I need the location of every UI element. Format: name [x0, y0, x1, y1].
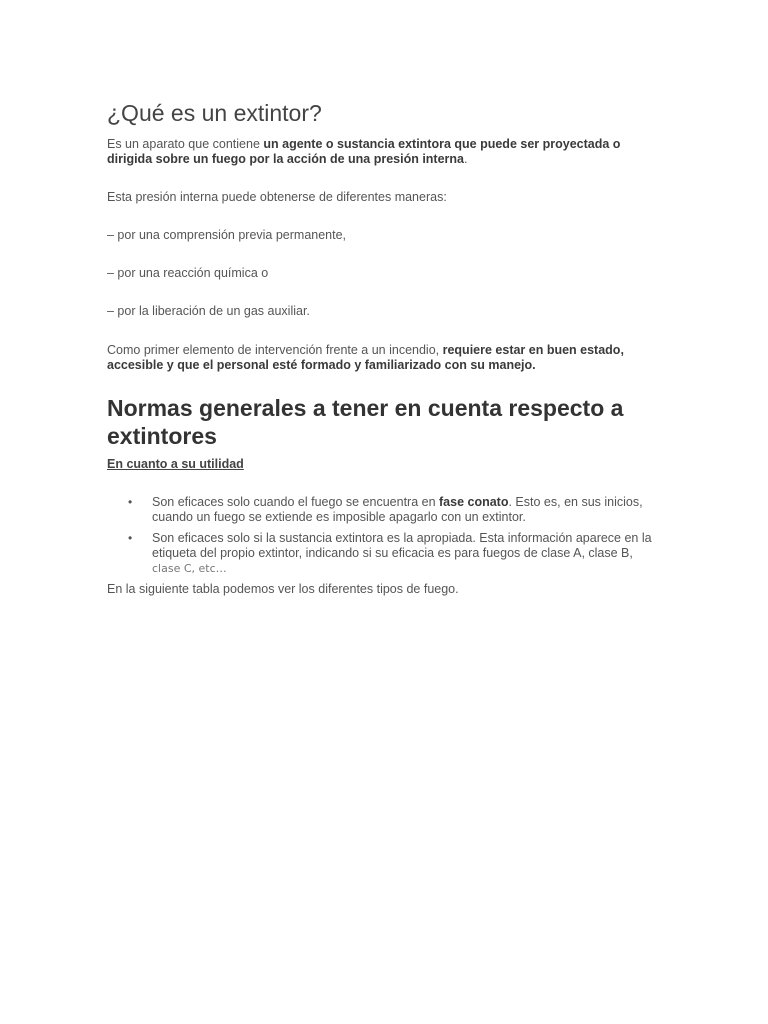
intervention-paragraph	[107, 343, 647, 373]
intro-prefix: Es un aparato que contiene	[107, 137, 264, 151]
intro-bold: un agente o sustancia extintora que puede ser proyectada o dirigida sobre un fuego por la acción de una presión interna	[107, 137, 621, 166]
page-title: ¿Qué es un extintor?	[107, 100, 322, 126]
intro-suffix: .	[464, 152, 468, 166]
bullet-icon: •	[128, 531, 133, 545]
list-item	[107, 495, 662, 525]
subheading: En cuanto a su utilidad	[107, 457, 244, 471]
bullet-1-suffix: . Esto es, en sus inicios, cuando un fuego se extiende es imposible apagarlo con un extintor.	[152, 495, 643, 524]
intro-paragraph	[107, 137, 647, 167]
bullet-2-prefix: Son eficaces solo si la sustancia extintora es la apropiada. Esta información aparece en la etiqueta del propio extintor, indicando si su eficacia es para fuegos de clase A, clase B,	[152, 531, 652, 560]
list-item	[107, 531, 662, 576]
utility-list	[107, 495, 662, 582]
pressure-item-3: – por la liberación de un gas auxiliar.	[107, 304, 310, 318]
pressure-intro: Esta presión interna puede obtenerse de diferentes maneras:	[107, 190, 447, 204]
bullet-2-small: clase C, etc…	[152, 562, 227, 575]
bullet-1-prefix: Son eficaces solo cuando el fuego se encuentra en	[152, 495, 440, 509]
pressure-item-1: – por una comprensión previa permanente,	[107, 228, 347, 242]
bullet-icon: •	[128, 495, 133, 509]
table-intro: En la siguiente tabla podemos ver los diferentes tipos de fuego.	[107, 582, 459, 596]
section-heading: Normas generales a tener en cuenta respecto a extintores	[107, 395, 624, 449]
pressure-item-2: – por una reacción química o	[107, 266, 269, 280]
intervention-prefix: Como primer elemento de intervención frente a un incendio,	[107, 343, 443, 357]
intervention-bold: requiere estar en buen estado, accesible y que el personal esté formado y familiarizado con su manejo.	[107, 343, 624, 372]
bullet-1-bold: fase conato	[439, 495, 509, 509]
